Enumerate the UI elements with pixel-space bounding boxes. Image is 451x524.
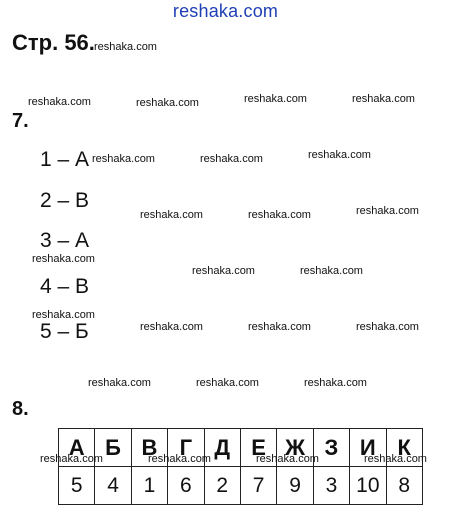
task-8-number: 8.	[12, 398, 29, 420]
watermark: reshaka.com	[140, 321, 203, 333]
letter-number-table	[58, 428, 423, 505]
site-banner[interactable]: reshaka.com	[172, 1, 279, 21]
watermark: reshaka.com	[304, 377, 367, 389]
letter-cell: Е	[240, 429, 276, 467]
letter-cell: К	[386, 429, 422, 467]
number-cell: 6	[168, 467, 204, 505]
number-cell: 3	[313, 467, 349, 505]
watermark: reshaka.com	[148, 453, 211, 465]
watermark: reshaka.com	[364, 453, 427, 465]
letter-cell: В	[131, 429, 167, 467]
numbers-row	[59, 467, 423, 505]
task-7-answer-5: 5 – Б	[40, 320, 89, 343]
task-7-answer-2: 2 – В	[40, 189, 90, 212]
number-cell: 2	[204, 467, 240, 505]
watermark: reshaka.com	[32, 253, 95, 265]
number-cell: 8	[386, 467, 422, 505]
watermark: reshaka.com	[92, 153, 155, 165]
letter-cell: Б	[95, 429, 131, 467]
task-7-answer-4: 4 – В	[40, 275, 90, 298]
page-title: Стр. 56.	[12, 30, 95, 55]
watermark: reshaka.com	[300, 265, 363, 277]
task-7-answer-3: 3 – А	[40, 229, 90, 252]
number-cell: 4	[95, 467, 131, 505]
watermark: reshaka.com	[28, 96, 91, 108]
number-cell: 1	[131, 467, 167, 505]
watermark: reshaka.com	[196, 377, 259, 389]
watermark: reshaka.com	[244, 93, 307, 105]
number-cell: 5	[59, 467, 95, 505]
letter-cell: А	[59, 429, 95, 467]
task-7-answer-1: 1 – А	[40, 148, 90, 171]
watermark: reshaka.com	[40, 453, 103, 465]
watermark: reshaka.com	[248, 209, 311, 221]
watermark: reshaka.com	[192, 265, 255, 277]
letter-cell: Д	[204, 429, 240, 467]
watermark: reshaka.com	[256, 453, 319, 465]
watermark: reshaka.com	[88, 377, 151, 389]
letter-cell: И	[350, 429, 386, 467]
task-7-number: 7.	[12, 110, 29, 132]
watermark: reshaka.com	[94, 41, 157, 53]
number-cell: 7	[240, 467, 276, 505]
letter-cell: З	[313, 429, 349, 467]
watermark: reshaka.com	[356, 205, 419, 217]
number-cell: 9	[277, 467, 313, 505]
watermark: reshaka.com	[356, 321, 419, 333]
letter-cell: Г	[168, 429, 204, 467]
letter-cell: Ж	[277, 429, 313, 467]
number-cell: 10	[350, 467, 386, 505]
watermark: reshaka.com	[200, 153, 263, 165]
watermark: reshaka.com	[32, 309, 95, 321]
watermark: reshaka.com	[352, 93, 415, 105]
watermark: reshaka.com	[136, 97, 199, 109]
watermark: reshaka.com	[248, 321, 311, 333]
watermark: reshaka.com	[308, 149, 371, 161]
watermark: reshaka.com	[140, 209, 203, 221]
